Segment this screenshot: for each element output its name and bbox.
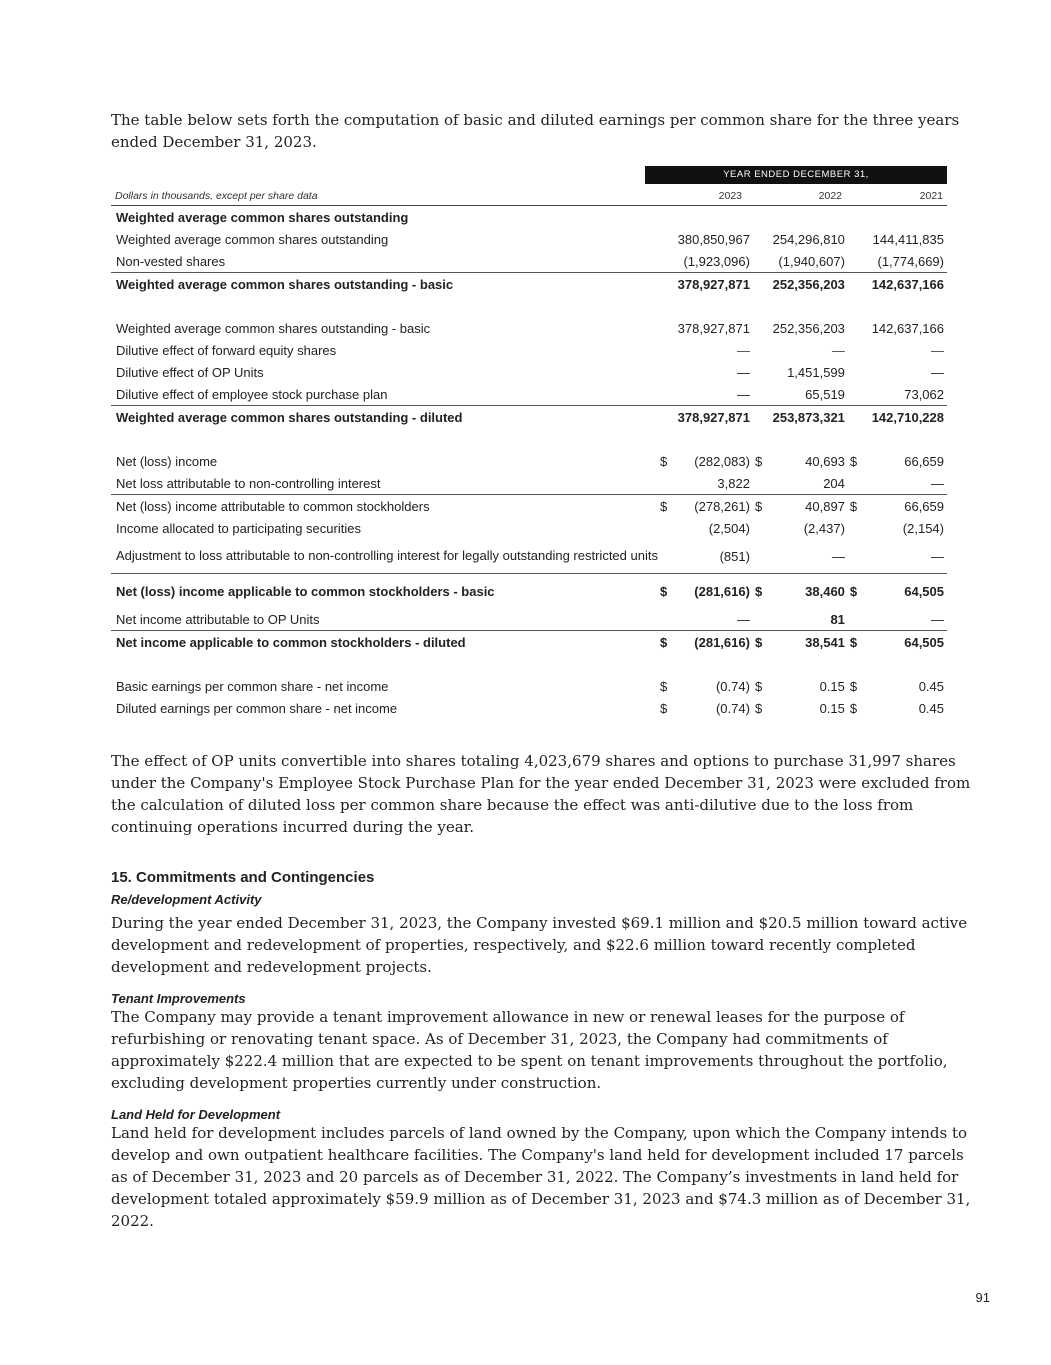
currency-sign bbox=[848, 339, 861, 361]
value-2022: (2,437) bbox=[803, 520, 845, 536]
currency-sign bbox=[658, 517, 671, 539]
currency-sign bbox=[848, 406, 861, 429]
currency-sign bbox=[848, 228, 861, 250]
row-label: Dilutive effect of employee stock purchase plan bbox=[116, 386, 388, 402]
value-2022: 204 bbox=[823, 475, 845, 491]
currency-sign: $ bbox=[658, 631, 671, 654]
table-row bbox=[111, 206, 947, 228]
table-row bbox=[111, 339, 947, 361]
value-2021: — bbox=[931, 611, 944, 627]
value-2022: 38,541 bbox=[766, 631, 848, 654]
land-heading: Land Held for Development bbox=[111, 1107, 281, 1122]
value-2022: 40,897 bbox=[766, 495, 848, 518]
value-2021: — bbox=[931, 548, 944, 564]
currency-sign bbox=[753, 383, 766, 406]
currency-sign bbox=[658, 406, 671, 429]
currency-sign: $ bbox=[659, 678, 668, 694]
currency-sign: $ bbox=[754, 453, 763, 469]
currency-sign bbox=[658, 228, 671, 250]
year-ended-header: YEAR ENDED DECEMBER 31, bbox=[645, 166, 947, 184]
currency-sign bbox=[658, 339, 671, 361]
currency-sign bbox=[848, 273, 861, 296]
row-label: Net income applicable to common stockholders - diluted bbox=[111, 631, 658, 654]
currency-sign bbox=[848, 383, 861, 406]
currency-sign bbox=[753, 539, 766, 574]
currency-sign bbox=[658, 273, 671, 296]
value-2021: — bbox=[931, 364, 944, 380]
value-2023: (851) bbox=[719, 548, 750, 564]
currency-sign bbox=[658, 361, 671, 383]
row-label: Weighted average common shares outstanding - basic bbox=[111, 273, 658, 296]
value-2021: 142,710,228 bbox=[861, 406, 947, 429]
value-2023: (282,083) bbox=[694, 453, 750, 469]
value-2023: — bbox=[736, 611, 750, 627]
table-row bbox=[111, 697, 947, 719]
value-2023: 378,927,871 bbox=[671, 406, 753, 429]
currency-sign: $ bbox=[659, 453, 668, 469]
row-label: Dilutive effect of OP Units bbox=[116, 364, 264, 380]
currency-sign bbox=[753, 517, 766, 539]
redevelopment-paragraph: During the year ended December 31, 2023, the Company invested $69.1 million and $20.5 million toward active development and redevelopment of properties, respectively, and $22.6 million toward recently completed development and redevelopment projects. bbox=[111, 914, 968, 976]
section-title: 15. Commitments and Contingencies bbox=[111, 869, 375, 886]
currency-sign bbox=[848, 472, 861, 495]
value-2022: 0.15 bbox=[819, 700, 845, 716]
currency-sign bbox=[753, 472, 766, 495]
row-label: Diluted earnings per common share - net income bbox=[116, 700, 398, 716]
value-2022: 65,519 bbox=[805, 386, 845, 402]
value-2022: 254,296,810 bbox=[772, 231, 845, 247]
year-header-2022: 2022 bbox=[818, 190, 842, 202]
table-row bbox=[111, 383, 947, 406]
value-2022: — bbox=[831, 342, 845, 358]
value-2023: 3,822 bbox=[717, 475, 750, 491]
year-header-2021: 2021 bbox=[919, 190, 943, 202]
table-row bbox=[111, 317, 947, 339]
value-2022: 81 bbox=[830, 611, 845, 627]
table-row bbox=[111, 495, 947, 518]
currency-sign: $ bbox=[848, 495, 861, 518]
row-label: Dilutive effect of forward equity shares bbox=[116, 342, 337, 358]
value-2022: 0.15 bbox=[819, 678, 845, 694]
value-2023: 380,850,967 bbox=[677, 231, 750, 247]
value-2021: 64,505 bbox=[861, 631, 947, 654]
currency-sign: $ bbox=[753, 574, 766, 609]
value-2021: — bbox=[931, 475, 944, 491]
value-2021: 142,637,166 bbox=[871, 320, 944, 336]
table-row bbox=[111, 273, 947, 296]
page-number: 91 bbox=[975, 1290, 990, 1305]
value-2022: 1,451,599 bbox=[787, 364, 845, 380]
tenant-paragraph: The Company may provide a tenant improvement allowance in new or renewal leases for the purpose of refurbishing or renovating tenant space. As of December 31, 2023, the Company had commitments of approximately $222.4 million that are expected to be spent on tenant improvements throughout the portfolio, excluding development properties currently under construction. bbox=[111, 1008, 948, 1092]
row-label: Net loss attributable to non-controlling interest bbox=[116, 475, 381, 491]
currency-sign bbox=[753, 608, 766, 631]
currency-sign: $ bbox=[658, 574, 671, 609]
year-header-2023: 2023 bbox=[718, 190, 742, 202]
value-2021: 73,062 bbox=[904, 386, 944, 402]
redevelopment-heading: Re/development Activity bbox=[111, 892, 262, 907]
row-label: Non-vested shares bbox=[116, 253, 226, 269]
currency-sign: $ bbox=[754, 678, 763, 694]
currency-sign bbox=[753, 339, 766, 361]
table-row bbox=[111, 472, 947, 495]
value-2023: (281,616) bbox=[671, 631, 753, 654]
row-label: Weighted average common shares outstanding - diluted bbox=[111, 406, 658, 429]
table-row bbox=[111, 361, 947, 383]
table-row bbox=[111, 608, 947, 631]
currency-sign: $ bbox=[849, 678, 858, 694]
currency-sign bbox=[658, 608, 671, 631]
currency-sign: $ bbox=[658, 495, 671, 518]
value-2023: (2,504) bbox=[708, 520, 750, 536]
value-2023: (0.74) bbox=[715, 700, 750, 716]
currency-sign bbox=[753, 361, 766, 383]
table-row bbox=[111, 517, 947, 539]
table-row bbox=[111, 539, 947, 574]
value-2022: 40,693 bbox=[805, 453, 845, 469]
currency-sign: $ bbox=[849, 453, 858, 469]
value-2023: (281,616) bbox=[671, 574, 753, 609]
table-row bbox=[111, 406, 947, 429]
value-2021: 142,637,166 bbox=[861, 273, 947, 296]
currency-sign: $ bbox=[848, 574, 861, 609]
table-row bbox=[111, 631, 947, 654]
land-paragraph: Land held for development includes parcels of land owned by the Company, upon which the Company intends to develop and own outpatient healthcare facilities. The Company's land held for development included 17 parcels as of December 31, 2023 and 20 parcels as of December 31, 2022. The Company’s investments in land held for development totaled approximately $59.9 million as of December 31, 2023 and $74.3 million as of December 31, 2022. bbox=[111, 1124, 971, 1230]
row-label: Income allocated to participating securities bbox=[116, 520, 361, 536]
table-row bbox=[111, 574, 947, 609]
value-2021: 0.45 bbox=[918, 678, 944, 694]
value-2023: (0.74) bbox=[715, 678, 750, 694]
currency-sign: $ bbox=[849, 700, 858, 716]
value-2022: 252,356,203 bbox=[766, 273, 848, 296]
currency-sign bbox=[753, 228, 766, 250]
currency-sign: $ bbox=[848, 631, 861, 654]
value-2023: 378,927,871 bbox=[677, 320, 750, 336]
table-row bbox=[111, 675, 947, 697]
value-2021: (2,154) bbox=[902, 520, 944, 536]
currency-sign bbox=[848, 250, 861, 273]
currency-sign bbox=[848, 517, 861, 539]
units-label: Dollars in thousands, except per share data bbox=[115, 190, 318, 202]
intro-paragraph: The table below sets forth the computation of basic and diluted earnings per common share for the three years ended December 31, 2023. bbox=[111, 111, 960, 151]
currency-sign: $ bbox=[753, 631, 766, 654]
value-2022: (1,940,607) bbox=[778, 253, 845, 269]
value-2022: 38,460 bbox=[766, 574, 848, 609]
row-label: Weighted average common shares outstanding - basic bbox=[116, 320, 431, 336]
currency-sign bbox=[658, 250, 671, 273]
row-label: Adjustment to loss attributable to non-controlling interest for legally outstanding restricted units bbox=[116, 548, 658, 563]
table-row bbox=[111, 228, 947, 250]
value-2021: 66,659 bbox=[904, 453, 944, 469]
value-2023: — bbox=[736, 364, 750, 380]
value-2022: 252,356,203 bbox=[772, 320, 845, 336]
value-2021: 66,659 bbox=[861, 495, 947, 518]
currency-sign: $ bbox=[754, 700, 763, 716]
currency-sign: $ bbox=[659, 700, 668, 716]
value-2021: — bbox=[931, 342, 944, 358]
value-2022: — bbox=[831, 548, 845, 564]
currency-sign: $ bbox=[753, 495, 766, 518]
currency-sign bbox=[753, 406, 766, 429]
eps-table bbox=[111, 206, 947, 719]
currency-sign bbox=[753, 250, 766, 273]
row-label: Basic earnings per common share - net income bbox=[116, 678, 389, 694]
value-2023: (1,923,096) bbox=[683, 253, 750, 269]
row-label: Net (loss) income applicable to common stockholders - basic bbox=[111, 574, 658, 609]
currency-sign bbox=[658, 383, 671, 406]
table-row bbox=[111, 450, 947, 472]
value-2023: 378,927,871 bbox=[671, 273, 753, 296]
value-2021: 144,411,835 bbox=[872, 231, 944, 247]
currency-sign bbox=[848, 361, 861, 383]
value-2023: — bbox=[736, 342, 750, 358]
currency-sign bbox=[658, 539, 671, 574]
row-label: Net income attributable to OP Units bbox=[116, 611, 320, 627]
row-label: Weighted average common shares outstanding bbox=[116, 209, 409, 225]
row-label: Net (loss) income bbox=[116, 453, 218, 469]
currency-sign bbox=[848, 317, 861, 339]
row-label: Weighted average common shares outstanding bbox=[116, 231, 389, 247]
tenant-heading: Tenant Improvements bbox=[111, 991, 246, 1006]
currency-sign bbox=[658, 472, 671, 495]
currency-sign bbox=[753, 317, 766, 339]
value-2021: 0.45 bbox=[918, 700, 944, 716]
value-2022: 253,873,321 bbox=[766, 406, 848, 429]
value-2021: (1,774,669) bbox=[877, 253, 944, 269]
currency-sign bbox=[848, 539, 861, 574]
value-2023: (278,261) bbox=[671, 495, 753, 518]
op-units-paragraph: The effect of OP units convertible into shares totaling 4,023,679 shares and options to purchase 31,997 shares under the Company's Employee Stock Purchase Plan for the year ended December 31, 2023 were excluded from the calculation of diluted loss per common share because the effect was anti-dilutive due to the loss from continuing operations incurred during the year. bbox=[111, 752, 971, 836]
value-2023: — bbox=[736, 386, 750, 402]
row-label: Net (loss) income attributable to common stockholders bbox=[111, 495, 658, 518]
currency-sign bbox=[658, 317, 671, 339]
value-2021: 64,505 bbox=[861, 574, 947, 609]
table-row bbox=[111, 250, 947, 273]
currency-sign bbox=[753, 273, 766, 296]
currency-sign bbox=[848, 608, 861, 631]
